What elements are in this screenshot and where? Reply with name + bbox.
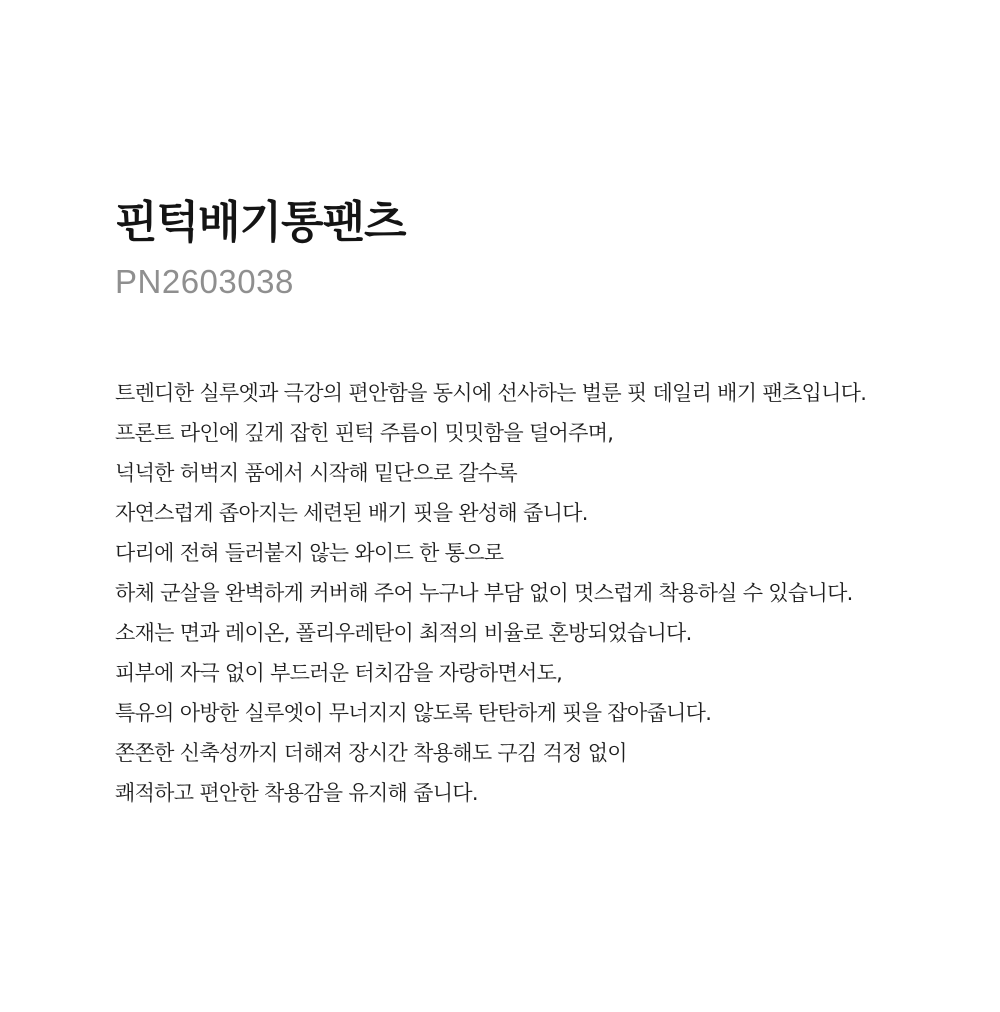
product-code: PN2603038 xyxy=(115,263,294,300)
description-line: 넉넉한 허벅지 품에서 시작해 밑단으로 갈수록 xyxy=(115,461,518,485)
description-line: 소재는 면과 레이온, 폴리우레탄이 최적의 비율로 혼방되었습니다. xyxy=(115,621,692,645)
description-line: 프론트 라인에 깊게 잡힌 핀턱 주름이 밋밋함을 덜어주며, xyxy=(115,421,614,445)
description-line: 쾌적하고 편안한 착용감을 유지해 줍니다. xyxy=(115,781,478,805)
description-line: 특유의 아방한 실루엣이 무너지지 않도록 탄탄하게 핏을 잡아줍니다. xyxy=(115,701,712,725)
product-description xyxy=(115,373,985,813)
description-line: 자연스럽게 좁아지는 세련된 배기 핏을 완성해 줍니다. xyxy=(115,501,588,525)
description-line: 쫀쫀한 신축성까지 더해져 장시간 착용해도 구김 걱정 없이 xyxy=(115,741,627,765)
description-line: 트렌디한 실루엣과 극강의 편안함을 동시에 선사하는 벌룬 핏 데일리 배기 팬츠입니다. xyxy=(115,381,867,405)
description-line: 다리에 전혀 들러붙지 않는 와이드 한 통으로 xyxy=(115,541,504,565)
description-line: 하체 군살을 완벽하게 커버해 주어 누구나 부담 없이 멋스럽게 착용하실 수 있습니다. xyxy=(115,581,853,605)
description-line: 피부에 자극 없이 부드러운 터치감을 자랑하면서도, xyxy=(115,661,563,685)
product-header xyxy=(115,195,975,303)
product-name: 핀턱배기통팬츠 xyxy=(115,197,406,248)
